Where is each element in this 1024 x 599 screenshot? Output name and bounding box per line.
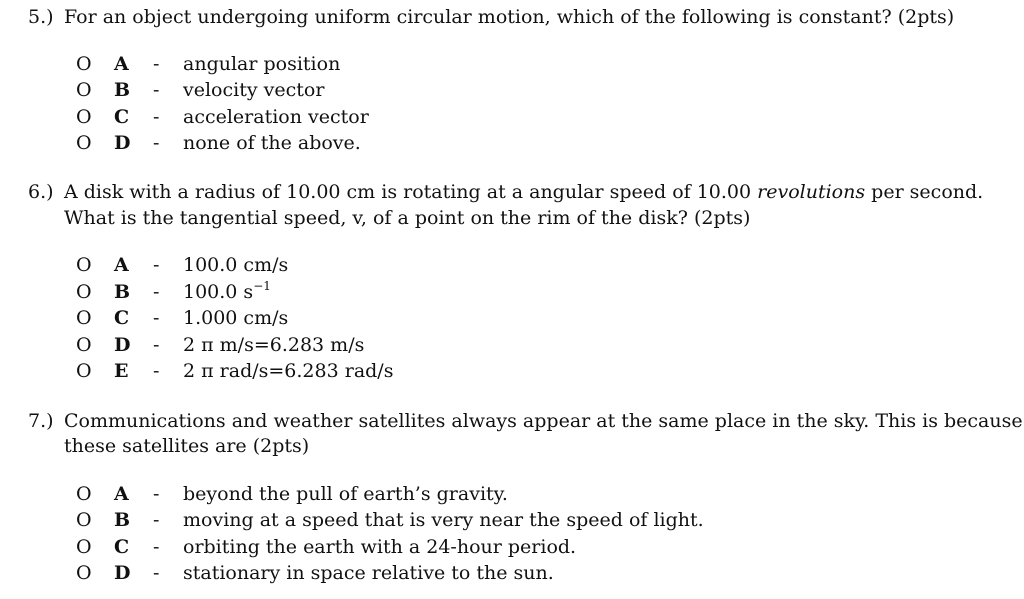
option-letter: A: [114, 53, 129, 75]
option-text: angular position: [183, 53, 341, 75]
option-text: beyond the pull of earth’s gravity.: [183, 483, 508, 505]
question-text: Communications and weather satellites always appear at the same place in the sky. This is because: [64, 410, 1023, 432]
option-letter: E: [114, 360, 129, 382]
option-letter: C: [114, 307, 130, 329]
option-dash: -: [153, 360, 160, 382]
radio-circle-icon[interactable]: O: [76, 254, 92, 276]
option-dash: -: [153, 106, 160, 128]
option-letter: A: [114, 483, 129, 505]
question-7-prompt: [28, 409, 1023, 433]
option-text-base: 100.0 s: [183, 281, 254, 303]
radio-circle-icon[interactable]: O: [76, 360, 92, 382]
radio-circle-icon[interactable]: O: [76, 79, 92, 101]
option-letter: C: [114, 106, 130, 128]
option-letter: B: [114, 281, 131, 303]
radio-circle-icon[interactable]: O: [76, 53, 92, 75]
radio-circle-icon[interactable]: O: [76, 562, 92, 584]
radio-circle-icon[interactable]: O: [76, 132, 92, 154]
question-number: 5.): [28, 6, 54, 28]
option-dash: -: [153, 483, 160, 505]
question-text-pre: A disk with a radius of 10.00 cm is rotating at a angular speed of 10.00: [64, 181, 752, 203]
option-text: 1.000 cm/s: [183, 307, 289, 329]
option-dash: -: [153, 334, 160, 356]
option-text: 2 π rad/s=6.283 rad/s: [183, 360, 394, 382]
radio-circle-icon[interactable]: O: [76, 509, 92, 531]
option-letter: C: [114, 536, 130, 558]
radio-circle-icon[interactable]: O: [76, 334, 92, 356]
option-letter: D: [114, 562, 131, 584]
radio-circle-icon[interactable]: O: [76, 106, 92, 128]
option-text: 100.0 cm/s: [183, 254, 289, 276]
option-dash: -: [153, 79, 160, 101]
option-text: stationary in space relative to the sun.: [183, 562, 554, 584]
option-text: acceleration vector: [183, 106, 369, 128]
radio-circle-icon[interactable]: O: [76, 307, 92, 329]
question-7-prompt-line2: these satellites are (2pts): [64, 435, 310, 457]
option-dash: -: [153, 53, 160, 75]
option-text: orbiting the earth with a 24-hour period.: [183, 536, 577, 558]
option-text: [183, 279, 271, 305]
option-letter: B: [114, 79, 131, 101]
option-text-superscript: −1: [253, 278, 271, 293]
option-dash: -: [153, 132, 160, 154]
option-dash: -: [153, 509, 160, 531]
question-6-prompt: [28, 180, 983, 204]
option-letter: D: [114, 132, 131, 154]
radio-circle-icon[interactable]: O: [76, 483, 92, 505]
option-dash: -: [153, 307, 160, 329]
question-number: 6.): [28, 181, 54, 203]
option-dash: -: [153, 562, 160, 584]
option-letter: A: [114, 254, 129, 276]
option-dash: -: [153, 254, 160, 276]
option-text: 2 π m/s=6.283 m/s: [183, 334, 365, 356]
question-text: For an object undergoing uniform circular motion, which of the following is constant? (2pts): [64, 6, 955, 28]
radio-circle-icon[interactable]: O: [76, 281, 92, 303]
question-6-prompt-line2: What is the tangential speed, v, of a point on the rim of the disk? (2pts): [64, 207, 751, 229]
question-text-post: per second.: [871, 181, 984, 203]
question-5-prompt: [28, 5, 954, 29]
option-letter: B: [114, 509, 131, 531]
option-text: velocity vector: [183, 79, 325, 101]
question-number: 7.): [28, 410, 54, 432]
option-dash: -: [153, 536, 160, 558]
option-text: moving at a speed that is very near the speed of light.: [183, 509, 704, 531]
option-text: none of the above.: [183, 132, 361, 154]
question-text-emphasis: revolutions: [757, 181, 866, 203]
radio-circle-icon[interactable]: O: [76, 536, 92, 558]
option-letter: D: [114, 334, 131, 356]
option-dash: -: [153, 281, 160, 303]
